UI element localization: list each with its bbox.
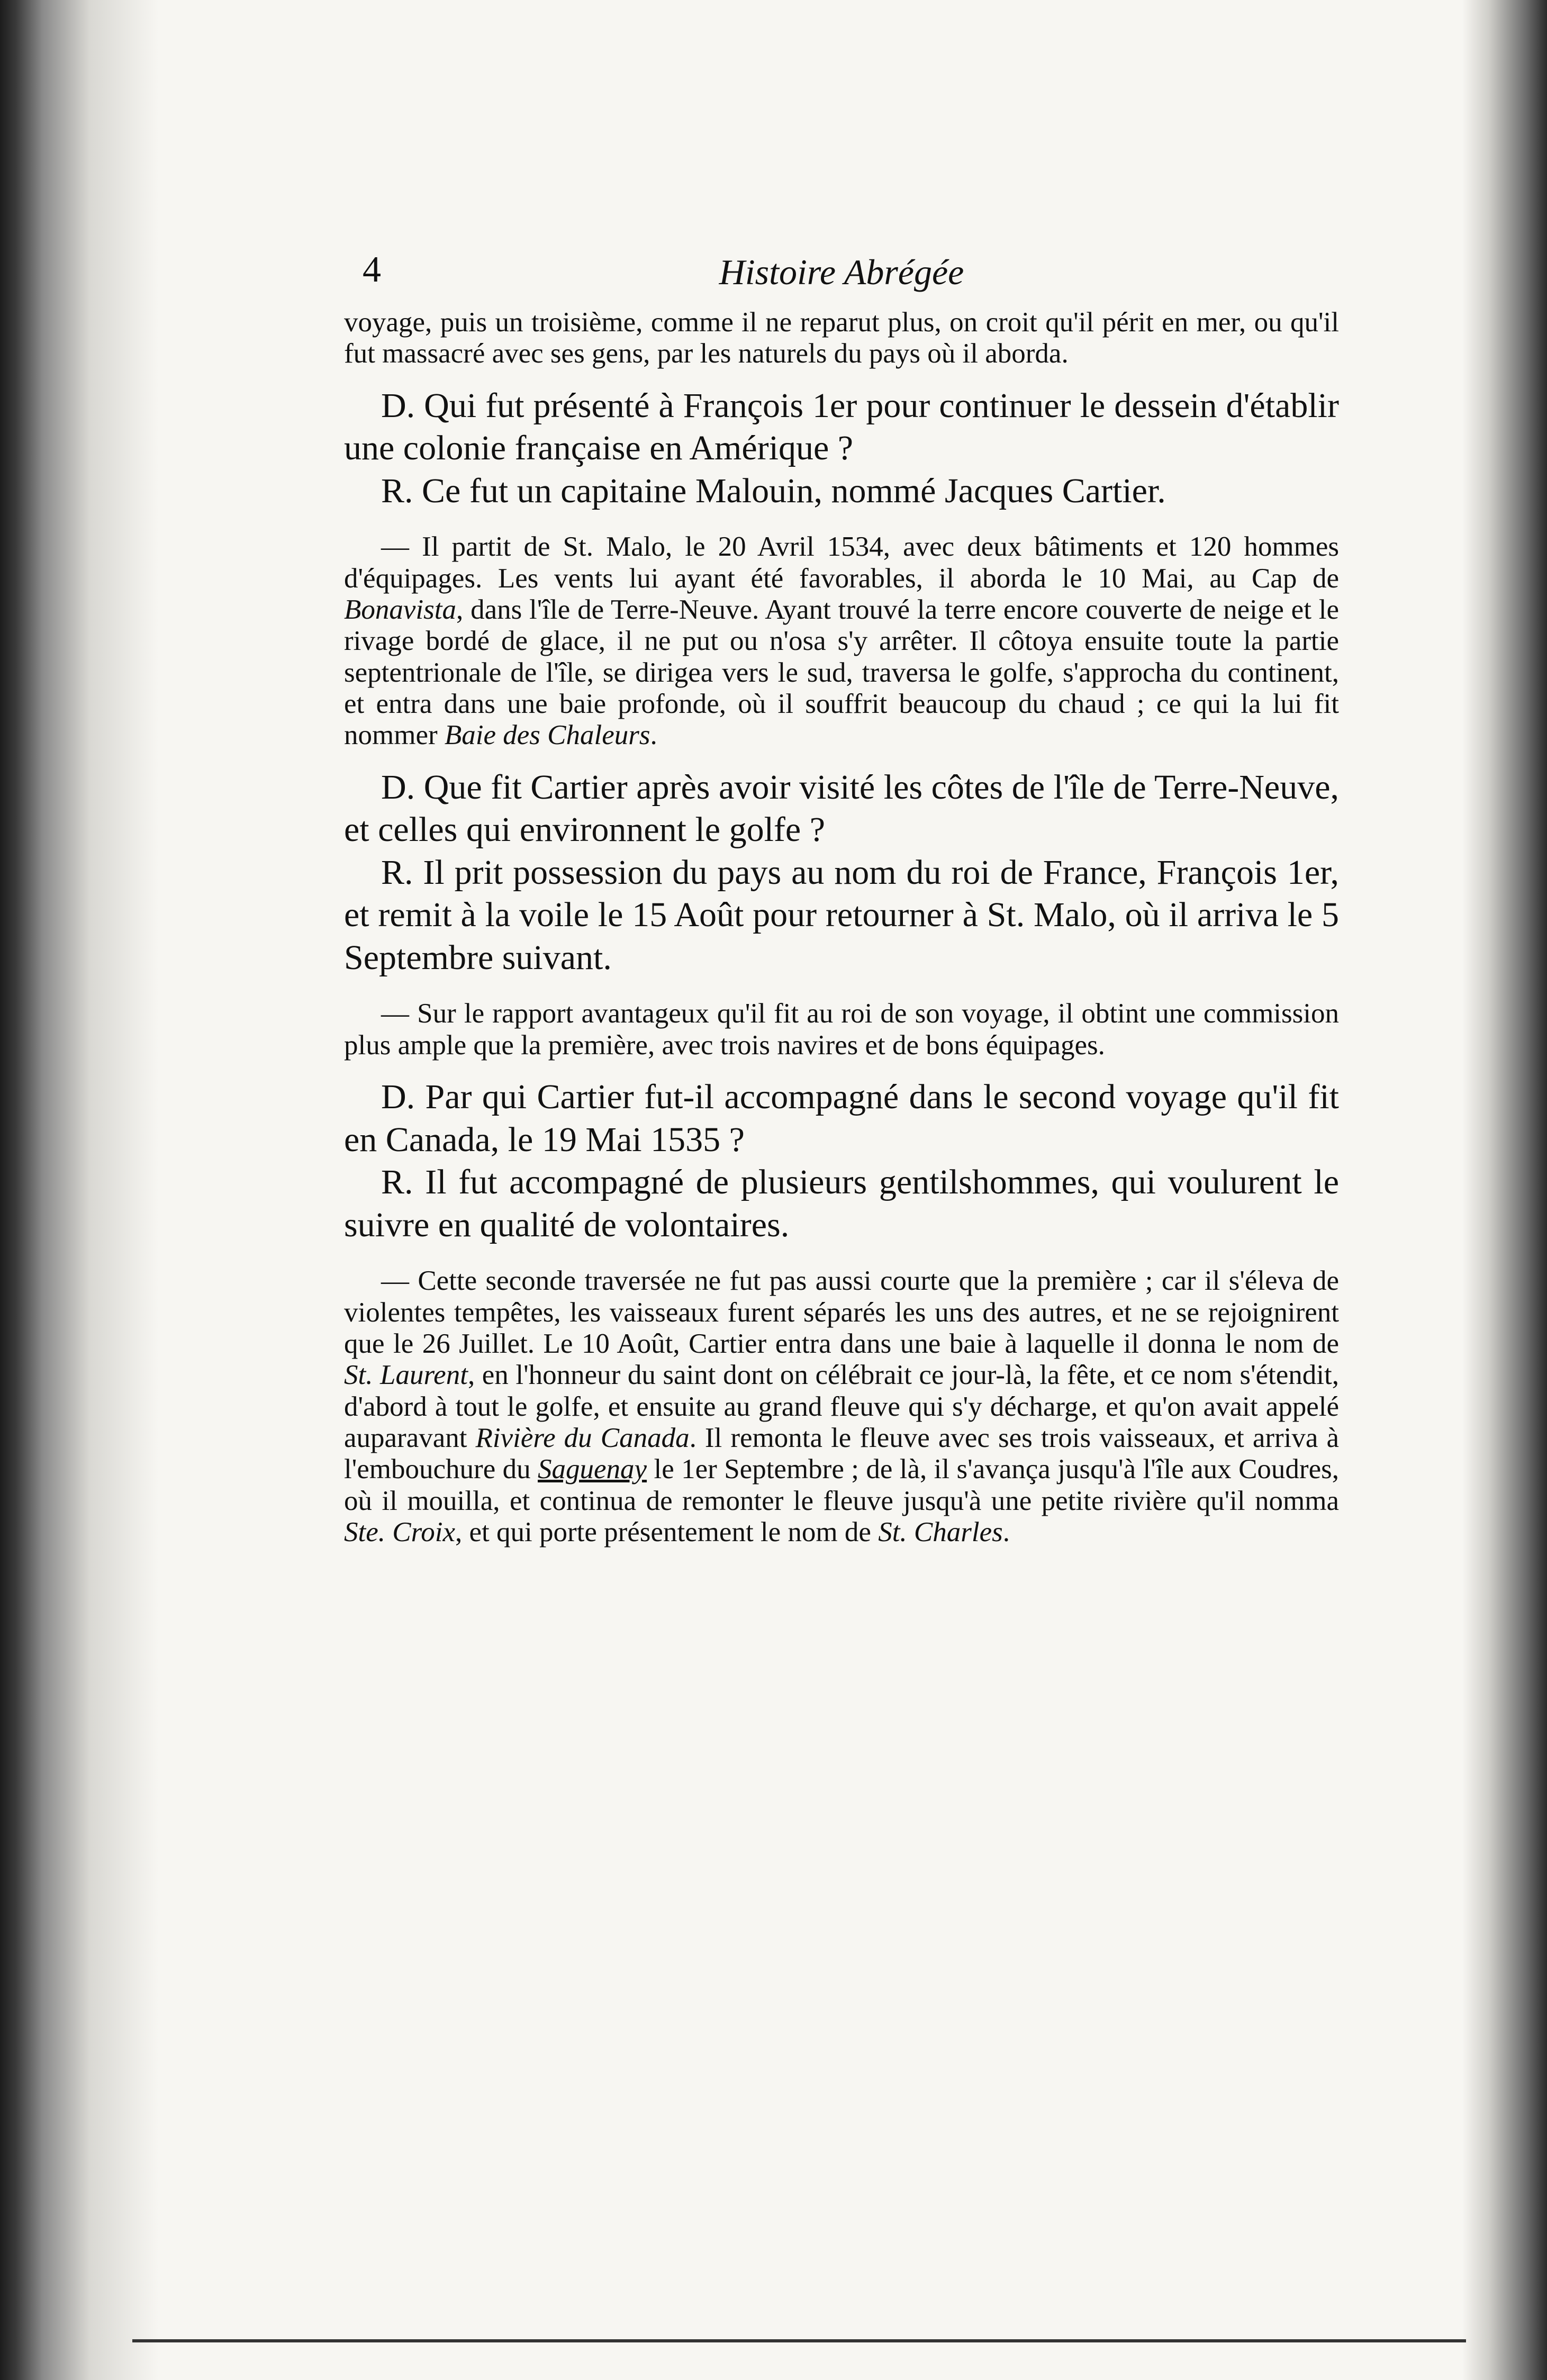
text-segment: , dans l'île de Terre-Neuve. Ayant trouvé la terre encore couverte de neige et le rivage bordé de glace, il ne put ou n'osa s'y arrêter. Il côtoya ensuite toute la partie septentrionale de l'île, se dirigea vers le sud, traversa le golfe, s'approcha du continent, et entra dans une baie profonde, où il souffrit beaucoup du chaud ; ce qui la lui fit nommer [344, 594, 1339, 751]
running-head [344, 228, 1339, 307]
text-segment: le 1er Septembre ; de là, il s'avança jusqu'à l'île aux Coudres, où il mouilla, et continua de remonter le fleuve jusqu'à une petite rivière qu'il nomma [344, 1454, 1339, 1516]
question-1: D. Qui fut présenté à François 1er pour continuer le dessein d'établir une colonie française en Amérique ? [344, 386, 1339, 468]
scan-shadow-right [1462, 0, 1547, 2380]
text-segment: Saguenay [538, 1454, 647, 1485]
question-2: D. Que fit Cartier après avoir visité les côtes de l'île de Terre-Neuve, et celles qui environnent le golfe ? [344, 767, 1339, 849]
scan-shadow-left [0, 0, 159, 2380]
note-2: — Sur le rapport avantageux qu'il fit au roi de son voyage, il obtint une commission plus ample que la première, avec trois navires et de bons équipages. [344, 998, 1339, 1061]
answer-2: R. Il prit possession du pays au nom du roi de France, François 1er, et remit à la voile le 15 Août pour retourner à St. Malo, où il arriva le 5 Septembre suivant. [344, 853, 1339, 977]
answer-3: R. Il fut accompagné de plusieurs gentilshommes, qui voulurent le suivre en qualité de volontaires. [344, 1163, 1339, 1244]
answer-1: R. Ce fut un capitaine Malouin, nommé Jacques Cartier. [381, 471, 1166, 510]
note-3 [344, 1265, 1339, 1548]
text-segment: Baie des Chaleurs [444, 720, 650, 751]
text-segment: Rivière du Canada [475, 1422, 690, 1453]
text-segment: , en l'honneur du saint dont on célébrait ce jour-là, la fête, et ce nom s'étendit, d'abord à tout le golfe, et ensuite au grand fleuve qui s'y décharge, et qu'on avait appelé auparavant [344, 1360, 1340, 1453]
text-segment: , et qui porte présentement le nom de [455, 1517, 879, 1548]
text-segment: . Il remonta le fleuve avec ses trois vaisseaux, et arriva à l'embouchure du [344, 1422, 1339, 1485]
header-title: Histoire Abrégée [719, 252, 964, 292]
question-3: D. Par qui Cartier fut-il accompagné dans le second voyage qu'il fit en Canada, le 19 Mai 1535 ? [344, 1078, 1339, 1159]
text-segment: St. Laurent [344, 1360, 468, 1391]
page-number: 4 [363, 249, 381, 290]
paragraph-continuation: voyage, puis un troisième, comme il ne reparut plus, on croit qu'il périt en mer, ou qu'il fut massacré avec ses gens, par les naturels du pays où il aborda. [344, 307, 1339, 369]
bottom-rule [132, 2339, 1466, 2342]
note-1 [344, 531, 1339, 752]
text-segment: — Il partit de St. Malo, le 20 Avril 1534, avec deux bâtiments et 120 hommes d'équipages. Les vents lui ayant été favorables, il aborda le 10 Mai, au Cap de [344, 531, 1339, 594]
text-segment: St. Charles [878, 1517, 1003, 1548]
text-segment: Bonavista [344, 594, 456, 625]
page [344, 228, 1339, 1560]
text-segment: Ste. Croix [344, 1517, 456, 1548]
text-segment: . [650, 720, 657, 751]
text-segment: — Cette seconde traversée ne fut pas aussi courte que la première ; car il s'éleva de violentes tempêtes, les vaisseaux furent séparés les uns des autres, et ne se rejoignirent que le 26 Juillet. Le 10 Août, Cartier entra dans une baie à laquelle il donna le nom de [344, 1265, 1339, 1359]
text-segment: . [1002, 1517, 1010, 1548]
